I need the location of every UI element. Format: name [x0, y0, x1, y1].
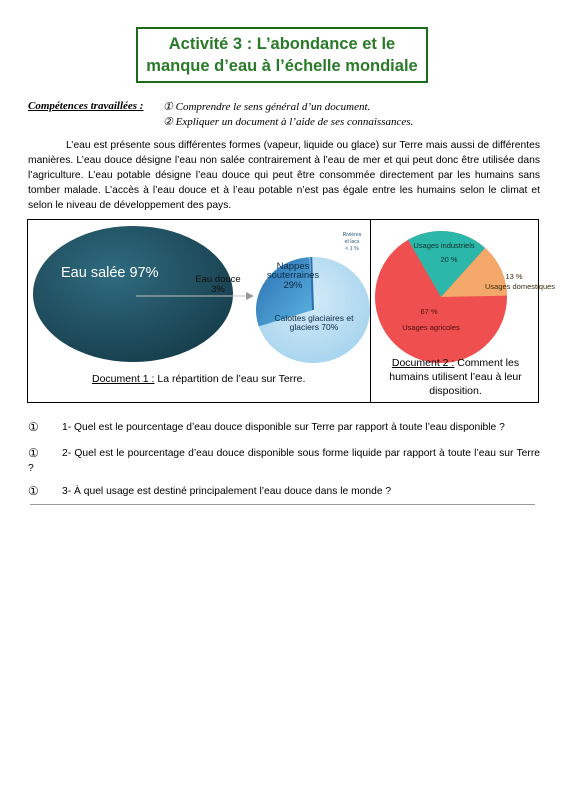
doc2-caption-text-2: humains utilisent l’eau à leur: [389, 371, 522, 383]
question-3-text: 3- À quel usage est destiné principalement l’eau douce dans le monde ?: [62, 486, 392, 497]
answer-line: [30, 504, 535, 505]
question-3: [28, 484, 540, 499]
skill-item-2: ② Expliquer un document à l’aide de ses connaissances.: [163, 116, 414, 128]
question-2: [28, 446, 540, 476]
agri-label: Usages agricoles: [402, 323, 460, 332]
activity-title-line-1: Activité 3 : L’abondance et le: [168, 35, 396, 53]
activity-title-line-2: manque d’eau à l’échelle mondiale: [146, 57, 418, 75]
question-2-text: 2- Quel est le pourcentage d’eau douce disponible sous forme liquide par rapport à toute l’eau sur Terre ?: [28, 448, 540, 474]
question-1-text: 1- Quel est le pourcentage d’eau douce disponible sur Terre par rapport à toute l’eau disponible ?: [62, 422, 505, 433]
fresh-water-label-1: Eau douce: [195, 274, 241, 285]
doc2-caption: [373, 356, 538, 398]
rivers-label-1: Rivières: [342, 232, 362, 238]
question-1-number: ①: [28, 420, 39, 434]
intro-paragraph: L’eau est présente sous différentes formes (vapeur, liquide ou glace) sur Terre mais aussi de différentes manières. L’eau douce désigne l’eau non salée contrairement à l’eau de mer et qui peut donc être utilisée dans l’agriculture. L’eau potable désigne l’eau douce qui peut être consommée directement par les humains sans tomber malade. L’accès à l’eau douce et à l’eau potable n’est pas égale entre les humains selon le climat et selon le niveau de développement des pays.: [28, 140, 540, 211]
ice-label-1: Calottes glaciaires et: [274, 313, 354, 323]
question-1: [28, 420, 540, 435]
groundwater-label-2: souterraines: [266, 270, 320, 281]
rivers-label-3: < 1 %: [345, 246, 359, 252]
doc1-caption: [92, 372, 305, 386]
doc2-caption-text-3: disposition.: [429, 385, 482, 397]
question-2-number: ①: [28, 446, 39, 460]
groundwater-label-1: Nappes: [276, 261, 310, 272]
salt-water-label: Eau salée 97%: [61, 265, 159, 281]
agri-pct: 67 %: [420, 307, 438, 316]
ice-label-2: glaciers 70%: [289, 322, 339, 332]
doc1-caption-text: La répartition de l’eau sur Terre.: [154, 373, 306, 385]
industrial-pct: 20 %: [440, 255, 458, 264]
rivers-label-2: et lacs: [344, 239, 360, 245]
fresh-water-label-2: 3%: [211, 284, 225, 295]
arrow-icon: [246, 292, 254, 300]
domestic-pct: 13 %: [505, 272, 523, 281]
skills-label: Compétences travaillées :: [28, 100, 144, 112]
domestic-label: Usages domestiques: [485, 282, 556, 291]
doc1-caption-label: Document 1 :: [92, 373, 155, 385]
industrial-label: Usages industriels: [413, 241, 475, 250]
doc2-chart: [371, 220, 556, 354]
skill-item-1: ① Comprendre le sens général d’un document.: [163, 101, 371, 113]
activity-title-box: [136, 27, 428, 83]
salt-water-disc: [33, 226, 233, 362]
doc2-caption-text-1: Comment les: [454, 357, 520, 369]
question-3-number: ①: [28, 484, 39, 498]
documents-figure: [27, 219, 556, 403]
groundwater-label-3: 29%: [283, 280, 303, 291]
doc2-caption-label: Document 2 :: [391, 357, 455, 369]
